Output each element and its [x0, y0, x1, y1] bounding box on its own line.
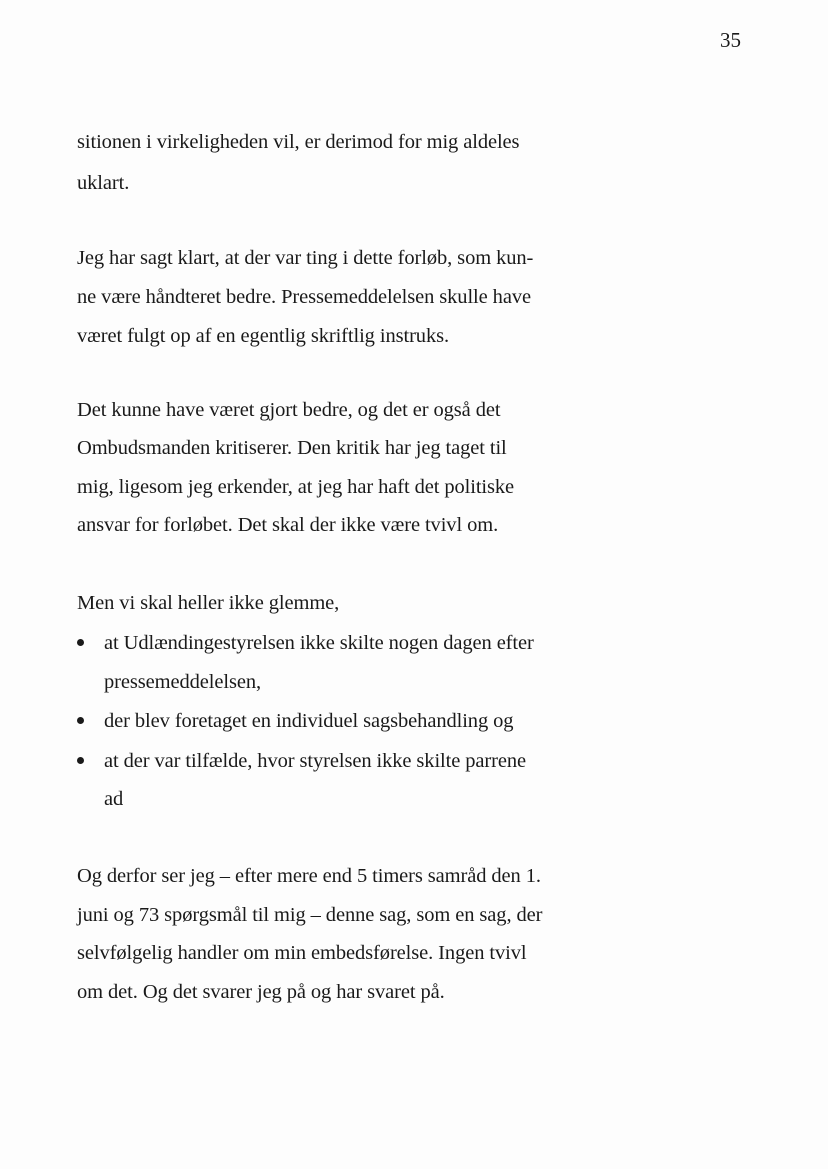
paragraph-line: uklart.	[77, 172, 130, 194]
paragraph-line: mig, ligesom jeg erkender, at jeg har haft det politiske	[77, 476, 515, 498]
paragraph-line: Det kunne have været gjort bedre, og det er også det	[77, 399, 501, 421]
paragraph-line: Men vi skal heller ikke glemme,	[77, 592, 340, 614]
paragraph-line: om det. Og det svarer jeg på og har svaret på.	[77, 981, 445, 1003]
paragraph-line: Og derfor ser jeg – efter mere end 5 timers samråd den 1.	[77, 865, 541, 887]
paragraph-line: Ombudsmanden kritiserer. Den kritik har jeg taget til	[77, 437, 507, 459]
bullet-line: pressemeddelelsen,	[104, 671, 262, 693]
bullet-line: at Udlændingestyrelsen ikke skilte nogen dagen efter	[104, 632, 534, 654]
paragraph-line: juni og 73 spørgsmål til mig – denne sag, som en sag, der	[77, 904, 543, 926]
paragraph-line: selvfølgelig handler om min embedsførelse. Ingen tvivl	[77, 942, 527, 964]
paragraph-line: ne være håndteret bedre. Pressemeddelelsen skulle have	[77, 286, 531, 308]
bullet-line: ad	[104, 788, 124, 810]
bullet-dot-icon	[77, 717, 84, 724]
paragraph-line: Jeg har sagt klart, at der var ting i dette forløb, som kun-	[77, 247, 534, 269]
bullet-dot-icon	[77, 757, 84, 764]
paragraph-line: ansvar for forløbet. Det skal der ikke være tvivl om.	[77, 514, 499, 536]
bullet-line: at der var tilfælde, hvor styrelsen ikke skilte parrene	[104, 750, 527, 772]
bullet-line: der blev foretaget en individuel sagsbehandling og	[104, 710, 514, 732]
paragraph-line: sitionen i virkeligheden vil, er derimod for mig aldeles	[77, 131, 520, 153]
bullet-dot-icon	[77, 639, 84, 646]
paragraph-line: været fulgt op af en egentlig skriftlig instruks.	[77, 325, 450, 347]
page-number: 35	[720, 28, 741, 52]
